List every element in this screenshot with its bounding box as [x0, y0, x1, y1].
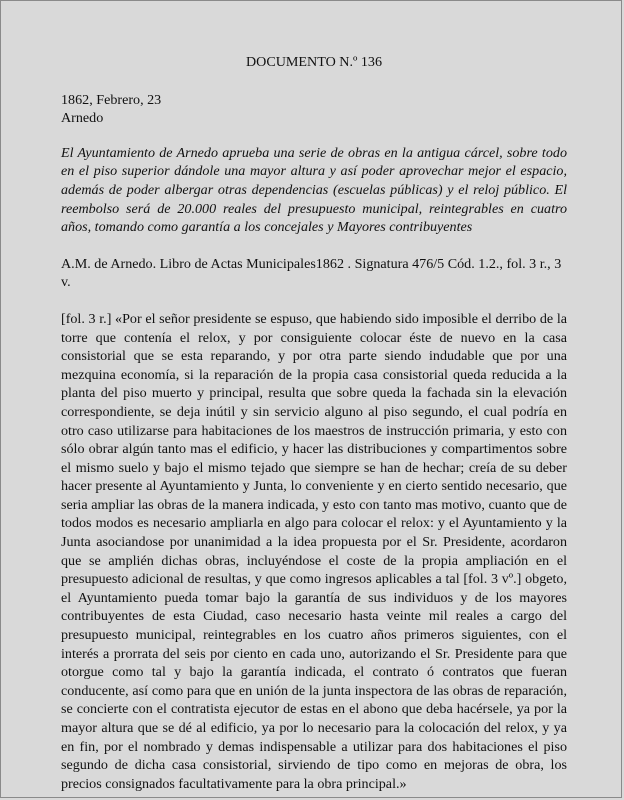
transcription-body: [fol. 3 r.] «Por el señor presidente se espuso, que habiendo sido imposible el derribo de la torre que contenía el relox, y por consiguiente colocar éste de nuevo en la casa consistorial que se esta reparando, y por otra parte siendo indudable que por una mezquina economía, si la reparación de la propia casa consistorial queda reducida a la planta del piso muerto y principal, resulta que sobre queda la fachada sin la elevación correspondiente, se deja inútil y sin servicio alguno al piso segundo, el cual podría en otro caso utilizarse para habitaciones de los maestros de instrucción primaria, y esto con sólo obrar algún tanto mas el edificio, y hacer las distribuciones y compartimentos sobre el mismo suelo y bajo el mismo tejado que siempre se han de hechar; creía de su deber hacer presente al Ayuntamiento y Junta, lo conveniente y en cierto sentido necesario, que seria ampliar las obras de la manera indicada, y esto con tanto mas motivo, cuanto que de todos modos es necesario ampliarla en algo para colocar el relox: y el Ayuntamiento y la Junta asociandose por unanimidad a la idea propuesta por el Sr. Presidente, acordaron que se amplién dichas obras, incluyéndose el coste de la propia ampliación en el presupuesto adicional de resultas, y que como ingresos aplicables a tal [fol. 3 vº.] obgeto, el Ayuntamiento pueda tomar bajo la garantía de sus individuos y de los mayores contribuyentes de esta Ciudad, caso necesario hasta veinte mil reales a cargo del presupuesto municipal, reintegrables en los cuatro años primeros siguientes, con el interés a prorrata del seis por ciento en cada uno, autorizando el Sr. Presidente para que otorgue como tal y bajo la garantía indicada, el contrato ó contratos que fueran conducente, así como para que en unión de la junta inspectora de las obras de reparación, se concierte con el contratista ejecutor de estas en el abono que deba hacérsele, ya por la mayor altura que se dé al edificio, ya por lo necesario para la colocación del relox, y ya en fin, por el nombrado y demas indispensable a utilizar para dos habitaciones el piso segundo de dicha casa consistorial, sirviendo de tipo como en mejoras de obra, los precios consignados facultativamente para la obra principal.» — [61, 310, 567, 792]
document-place: Arnedo — [61, 110, 104, 127]
archive-reference: A.M. de Arnedo. Libro de Actas Municipales1862 . Signatura 476/5 Cód. 1.2., fol. 3 r., 3 v. — [61, 255, 562, 291]
document-title: DOCUMENTO N.º 136 — [245, 54, 383, 70]
document-date: 1862, Febrero, 23 — [61, 91, 162, 108]
document-content — [61, 53, 567, 793]
document-meta — [61, 91, 567, 128]
document-summary: El Ayuntamiento de Arnedo aprueba una serie de obras en la antigua cárcel, sobre todo en el piso superior dándole una mayor altura y así poder aprovechar mejor el espacio, además de poder albergar otras dependencias (escuelas públicas) y el reloj público. El reembolso será de 20.000 reales del presupuesto municipal, reintegrables en cuatro años, tomando como garantía a los concejales y Mayores contribuyentes — [61, 144, 567, 236]
